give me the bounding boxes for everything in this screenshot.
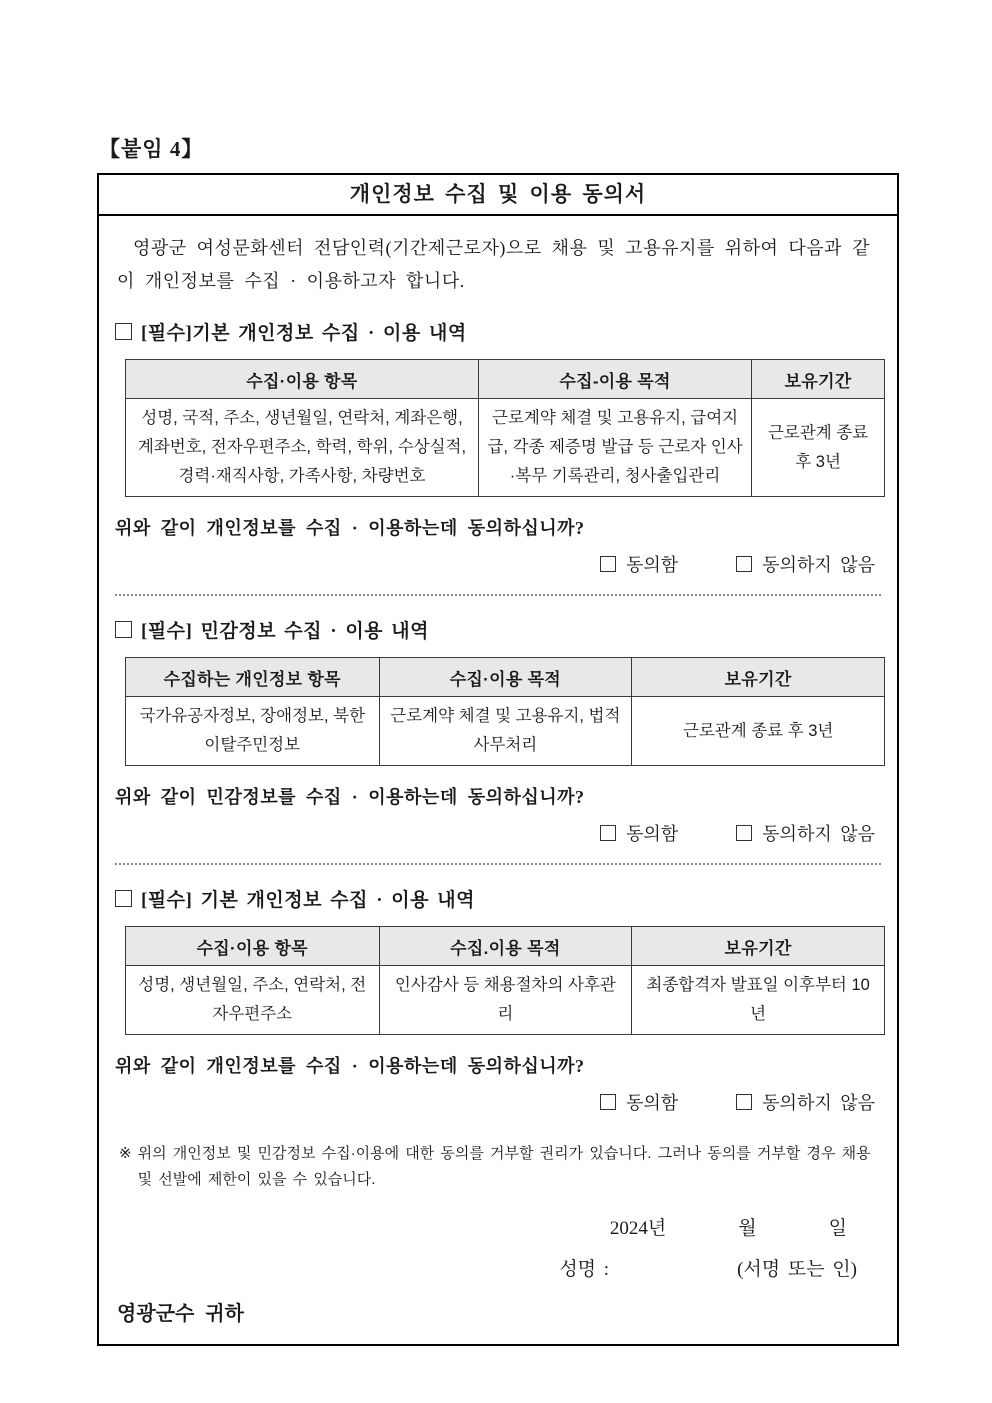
- form-content: [99, 216, 897, 1344]
- attachment-label: 【붙임 4】: [99, 137, 204, 161]
- consent-form-box: [97, 173, 899, 1346]
- basic-info-table-2: [125, 926, 885, 1035]
- reference-mark: ※: [119, 1145, 132, 1162]
- section-3-consent-options: [115, 1089, 881, 1115]
- year-label: 2024년: [609, 1218, 667, 1239]
- section-1-heading-label: [필수]기본 개인정보 수집 · 이용 내역: [141, 323, 467, 344]
- intro-paragraph: 영광군 여성문화센터 전담인력(기간제근로자)으로 채용 및 고용유지를 위하여 다음과 같이 개인정보를 수집 · 이용하고자 합니다.: [117, 238, 870, 291]
- section-2-checkbox[interactable]: [115, 621, 132, 638]
- section-2-heading-label: [필수] 민감정보 수집 · 이용 내역: [141, 621, 429, 642]
- table-header-row: [126, 360, 885, 399]
- section-1-disagree-checkbox[interactable]: [736, 556, 752, 572]
- purpose-cell: 인사감사 등 채용절차의 사후관리: [379, 966, 632, 1035]
- col-items-header: 수집하는 개인정보 항목: [126, 658, 380, 697]
- dotted-separator: [115, 863, 881, 865]
- items-cell: 성명, 국적, 주소, 생년월일, 연락처, 계좌은행, 계좌번호, 전자우편주소, 학력, 학위, 수상실적, 경력·재직사항, 가족사항, 차량번호: [126, 399, 479, 497]
- day-label: 일: [828, 1218, 847, 1239]
- recipient-line: 영광군수 귀하: [117, 1303, 244, 1325]
- section-1-disagree-label: 동의하지 않음: [762, 555, 875, 575]
- signature-line: [115, 1254, 881, 1281]
- section-3-disagree-checkbox[interactable]: [736, 1094, 752, 1110]
- retention-cell: 최종합격자 발표일 이후부터 10년: [632, 966, 885, 1035]
- name-label: 성명 :: [559, 1259, 610, 1280]
- retention-cell: 근로관계 종료 후 3년: [752, 399, 885, 497]
- dotted-separator: [115, 594, 881, 596]
- section-3-agree-option[interactable]: [600, 1089, 678, 1115]
- section-2-agree-option[interactable]: [600, 820, 678, 846]
- table-header-row: [126, 927, 885, 966]
- section-1-agree-option[interactable]: [600, 551, 678, 577]
- col-purpose-header: 수집·이용 목적: [379, 658, 632, 697]
- section-1-consent-options: [115, 551, 881, 577]
- section-2-disagree-label: 동의하지 않음: [762, 824, 875, 844]
- section-1-heading: [115, 318, 881, 345]
- month-label: 월: [738, 1218, 757, 1239]
- col-retention-header: 보유기간: [632, 658, 885, 697]
- section-2-consent-options: [115, 820, 881, 846]
- sign-or-seal-label: (서명 또는 인): [737, 1259, 857, 1280]
- section-2-heading: [115, 616, 881, 643]
- sensitive-info-table: [125, 657, 885, 766]
- section-2-consent-question: 위와 같이 민감정보를 수집 · 이용하는데 동의하십니까?: [115, 787, 585, 807]
- table-row: [126, 966, 885, 1035]
- section-1-consent-question: 위와 같이 개인정보를 수집 · 이용하는데 동의하십니까?: [115, 518, 585, 538]
- refusal-rights-footnote: [119, 1141, 879, 1193]
- section-1-disagree-option[interactable]: [736, 551, 875, 577]
- section-3-checkbox[interactable]: [115, 890, 132, 907]
- section-3-consent-question: 위와 같이 개인정보를 수집 · 이용하는데 동의하십니까?: [115, 1056, 585, 1076]
- retention-cell: 근로관계 종료 후 3년: [632, 697, 885, 766]
- table-row: [126, 399, 885, 497]
- table-row: [126, 697, 885, 766]
- section-3-heading-label: [필수] 기본 개인정보 수집 · 이용 내역: [141, 890, 475, 911]
- col-items-header: 수집·이용 항목: [126, 927, 380, 966]
- section-3-disagree-option[interactable]: [736, 1089, 875, 1115]
- items-cell: 국가유공자정보, 장애정보, 북한이탈주민정보: [126, 697, 380, 766]
- section-2-agree-checkbox[interactable]: [600, 825, 616, 841]
- col-retention-header: 보유기간: [752, 360, 885, 399]
- items-cell: 성명, 생년월일, 주소, 연락처, 전자우편주소: [126, 966, 380, 1035]
- col-retention-header: 보유기간: [632, 927, 885, 966]
- col-items-header: 수집·이용 항목: [126, 360, 479, 399]
- purpose-cell: 근로계약 체결 및 고용유지, 법적사무처리: [379, 697, 632, 766]
- date-line: [115, 1213, 881, 1240]
- basic-info-table-1: [125, 359, 885, 497]
- section-3-agree-label: 동의함: [626, 1093, 679, 1113]
- table-header-row: [126, 658, 885, 697]
- section-3-heading: [115, 885, 881, 912]
- section-2-disagree-checkbox[interactable]: [736, 825, 752, 841]
- section-1-agree-checkbox[interactable]: [600, 556, 616, 572]
- col-purpose-header: 수집-이용 목적: [478, 360, 751, 399]
- section-1-agree-label: 동의함: [626, 555, 679, 575]
- section-2-disagree-option[interactable]: [736, 820, 875, 846]
- purpose-cell: 근로계약 체결 및 고용유지, 급여지급, 각종 제증명 발급 등 근로자 인사·복무 기록관리, 청사출입관리: [478, 399, 751, 497]
- footnote-text: 위의 개인정보 및 민감정보 수집·이용에 대한 동의를 거부할 권리가 있습니다. 그러나 동의를 거부할 경우 채용 및 선발에 제한이 있을 수 있습니다.: [137, 1145, 871, 1188]
- col-purpose-header: 수집.이용 목적: [379, 927, 632, 966]
- section-3-agree-checkbox[interactable]: [600, 1094, 616, 1110]
- section-3-disagree-label: 동의하지 않음: [762, 1093, 875, 1113]
- form-title: 개인정보 수집 및 이용 동의서: [99, 175, 897, 216]
- section-1-checkbox[interactable]: [115, 323, 132, 340]
- section-2-agree-label: 동의함: [626, 824, 679, 844]
